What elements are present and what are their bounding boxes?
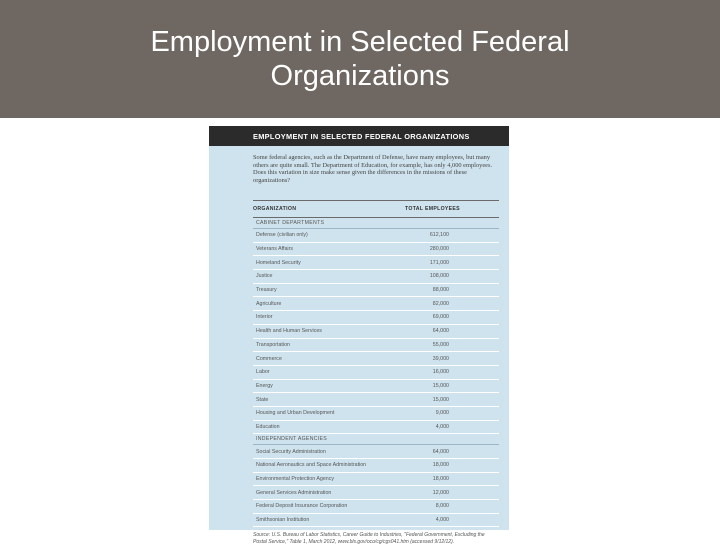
organization-name: Environmental Protection Agency — [256, 476, 335, 483]
table-row — [253, 514, 499, 528]
employee-count: 64,000 — [432, 448, 449, 455]
table-row — [253, 473, 499, 487]
table-row — [253, 393, 499, 407]
table-row — [253, 352, 499, 366]
table-section-label: CABINET DEPARTMENTS — [253, 218, 499, 229]
table-body — [253, 218, 499, 527]
table-intro-text: Some federal agencies, such as the Department of Defense, have many employees, but many others are quite small. The Department of Education, for example, has only 4,000 employees. Does this variation in size make sense given the differences in the missions of these organizations? — [253, 154, 493, 184]
employee-count: 15,000 — [432, 382, 449, 389]
table-row — [253, 311, 499, 325]
employee-count: 612,100 — [429, 232, 449, 239]
table-row — [253, 421, 499, 435]
organization-name: General Services Administration — [256, 489, 332, 496]
table-row — [253, 366, 499, 380]
organization-name: Agriculture — [256, 300, 282, 307]
table-row — [253, 459, 499, 473]
table-row — [253, 339, 499, 353]
table-row — [253, 297, 499, 311]
employee-count: 69,000 — [432, 314, 449, 321]
employee-count: 15,000 — [432, 396, 449, 403]
table-row — [253, 243, 499, 257]
organization-name: Commerce — [256, 355, 282, 362]
organization-name: National Aeronautics and Space Administration — [256, 462, 367, 469]
employee-count: 88,000 — [432, 287, 449, 294]
employee-count: 18,000 — [432, 462, 449, 469]
organization-name: Defense (civilian only) — [256, 232, 308, 239]
table-row — [253, 407, 499, 421]
employee-count: 9,000 — [435, 410, 449, 417]
employment-table-image — [209, 126, 509, 545]
organization-name: Interior — [256, 314, 273, 321]
slide-title: Employment in Selected Federal Organizations — [150, 26, 570, 92]
employee-count: 39,000 — [432, 355, 449, 362]
organization-name: Housing and Urban Development — [256, 410, 335, 417]
table-row — [253, 486, 499, 500]
organization-name: Health and Human Services — [256, 328, 322, 335]
column-header-total-employees: TOTAL EMPLOYEES — [405, 206, 460, 212]
organization-name: State — [256, 396, 269, 403]
table-row — [253, 284, 499, 298]
organization-name: Federal Deposit Insurance Corporation — [256, 503, 348, 510]
employee-count: 64,000 — [432, 328, 449, 335]
employee-count: 108,000 — [429, 273, 449, 280]
organization-name: Education — [256, 423, 280, 430]
column-header-organization: ORGANIZATION — [253, 206, 297, 212]
organization-name: Transportation — [256, 341, 290, 348]
table-row — [253, 500, 499, 514]
table-row — [253, 256, 499, 270]
table-source-note: Source: U.S. Bureau of Labor Statistics, Career Guide to Industries, "Federal Government, Excluding the Postal Service," Table 1, March 2012, www.bls.gov/oco/cg/cgs041.htm (accessed 9/12/12). — [253, 532, 485, 545]
organization-name: Smithsonian Institution — [256, 517, 310, 524]
organization-name: Treasury — [256, 287, 277, 294]
employee-count: 18,000 — [432, 476, 449, 483]
table-row — [253, 445, 499, 459]
table-row — [253, 270, 499, 284]
employee-count: 4,000 — [435, 517, 449, 524]
organization-name: Energy — [256, 382, 273, 389]
employee-count: 280,000 — [429, 246, 449, 253]
organization-name: Social Security Administration — [256, 448, 326, 455]
table-section-label: INDEPENDENT AGENCIES — [253, 434, 499, 445]
employee-count: 12,000 — [432, 489, 449, 496]
employee-count: 82,000 — [432, 300, 449, 307]
table-heading: EMPLOYMENT IN SELECTED FEDERAL ORGANIZATIONS — [209, 126, 509, 146]
slide-title-bar — [0, 0, 720, 118]
organization-name: Labor — [256, 369, 270, 376]
organization-name: Homeland Security — [256, 259, 301, 266]
table-row — [253, 380, 499, 394]
table-row — [253, 325, 499, 339]
employee-count: 55,000 — [432, 341, 449, 348]
employee-count: 171,000 — [429, 259, 449, 266]
table-row — [253, 229, 499, 243]
employee-count: 16,000 — [432, 369, 449, 376]
organization-name: Veterans Affairs — [256, 246, 294, 253]
organization-name: Justice — [256, 273, 273, 280]
table-header-row — [253, 200, 499, 218]
employment-table — [253, 200, 499, 527]
employee-count: 4,000 — [435, 423, 449, 430]
employee-count: 8,000 — [435, 503, 449, 510]
